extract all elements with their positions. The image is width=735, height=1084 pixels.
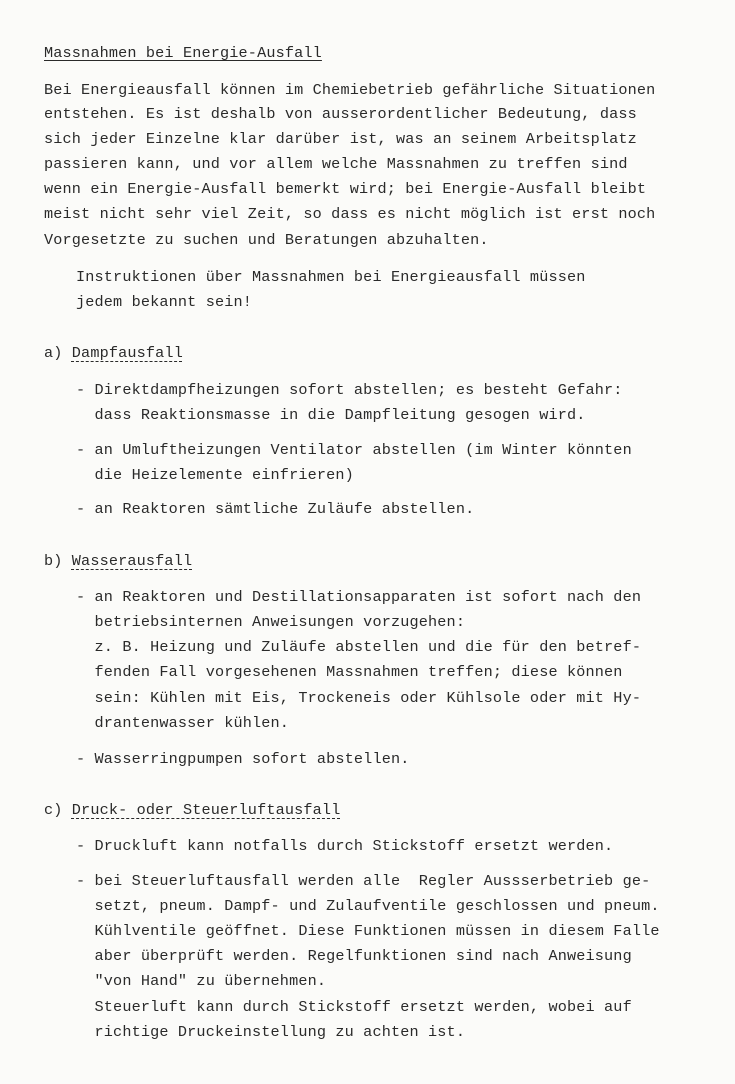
note-line: Instruktionen über Massnahmen bei Energieausfall müssen (76, 268, 586, 286)
section-title: Druck- oder Steuerluftausfall (71, 801, 341, 819)
intro-line: passieren kann, und vor allem welche Massnahmen zu treffen sind (44, 155, 628, 173)
note-line: jedem bekannt sein! (76, 293, 253, 311)
list-item-line: fenden Fall vorgesehenen Massnahmen treffen; diese können (76, 663, 623, 681)
intro-line: Bei Energieausfall können im Chemiebetrieb gefährliche Situationen (44, 81, 656, 99)
list-item-line: betriebsinternen Anweisungen vorzugehen: (76, 613, 466, 631)
list-item-line: dass Reaktionsmasse in die Dampfleitung gesogen wird. (76, 406, 586, 424)
section-title: Wasserausfall (71, 552, 193, 570)
list-item-line: richtige Druckeinstellung zu achten ist. (76, 1023, 466, 1041)
list-item-line: z. B. Heizung und Zuläufe abstellen und die für den betref- (76, 638, 642, 656)
list-item-line: - an Umluftheizungen Ventilator abstellen (im Winter könnten (76, 441, 632, 459)
list-item-line: - an Reaktoren und Destillationsapparaten ist sofort nach den (76, 588, 642, 606)
list-item-line: "von Hand" zu übernehmen. (76, 972, 327, 990)
section-heading (44, 552, 192, 570)
list-item-line: setzt, pneum. Dampf- und Zulaufventile geschlossen und pneum. (76, 897, 660, 915)
list-item-line: - an Reaktoren sämtliche Zuläufe abstellen. (76, 500, 475, 518)
section-title: Dampfausfall (71, 344, 183, 362)
list-item-line: aber überprüft werden. Regelfunktionen sind nach Anweisung (76, 947, 632, 965)
list-item-line: drantenwasser kühlen. (76, 714, 290, 732)
intro-line: Vorgesetzte zu suchen und Beratungen abzuhalten. (44, 231, 489, 249)
document-title: Massnahmen bei Energie-Ausfall (44, 44, 322, 62)
list-item-line: Steuerluft kann durch Stickstoff ersetzt werden, wobei auf (76, 998, 632, 1016)
list-item-line: - Wasserringpumpen sofort abstellen. (76, 750, 410, 768)
section-heading (44, 801, 340, 819)
list-item-line: sein: Kühlen mit Eis, Trockeneis oder Kühlsole oder mit Hy- (76, 689, 642, 707)
section-marker: b) (44, 552, 63, 570)
intro-line: sich jeder Einzelne klar darüber ist, was an seinem Arbeitsplatz (44, 130, 637, 148)
section-heading (44, 344, 183, 362)
list-item-line: - Direktdampfheizungen sofort abstellen; es besteht Gefahr: (76, 381, 623, 399)
intro-line: wenn ein Energie-Ausfall bemerkt wird; bei Energie-Ausfall bleibt (44, 180, 647, 198)
section-marker: c) (44, 801, 63, 819)
intro-line: entstehen. Es ist deshalb von ausserordentlicher Bedeutung, dass (44, 105, 637, 123)
list-item-line: die Heizelemente einfrieren) (76, 466, 354, 484)
list-item-line: Kühlventile geöffnet. Diese Funktionen müssen in diesem Falle (76, 922, 660, 940)
list-item-line: - bei Steuerluftausfall werden alle Regler Aussserbetrieb ge- (76, 872, 651, 890)
section-marker: a) (44, 344, 63, 362)
intro-line: meist nicht sehr viel Zeit, so dass es nicht möglich ist erst noch (44, 205, 656, 223)
list-item-line: - Druckluft kann notfalls durch Stickstoff ersetzt werden. (76, 837, 614, 855)
